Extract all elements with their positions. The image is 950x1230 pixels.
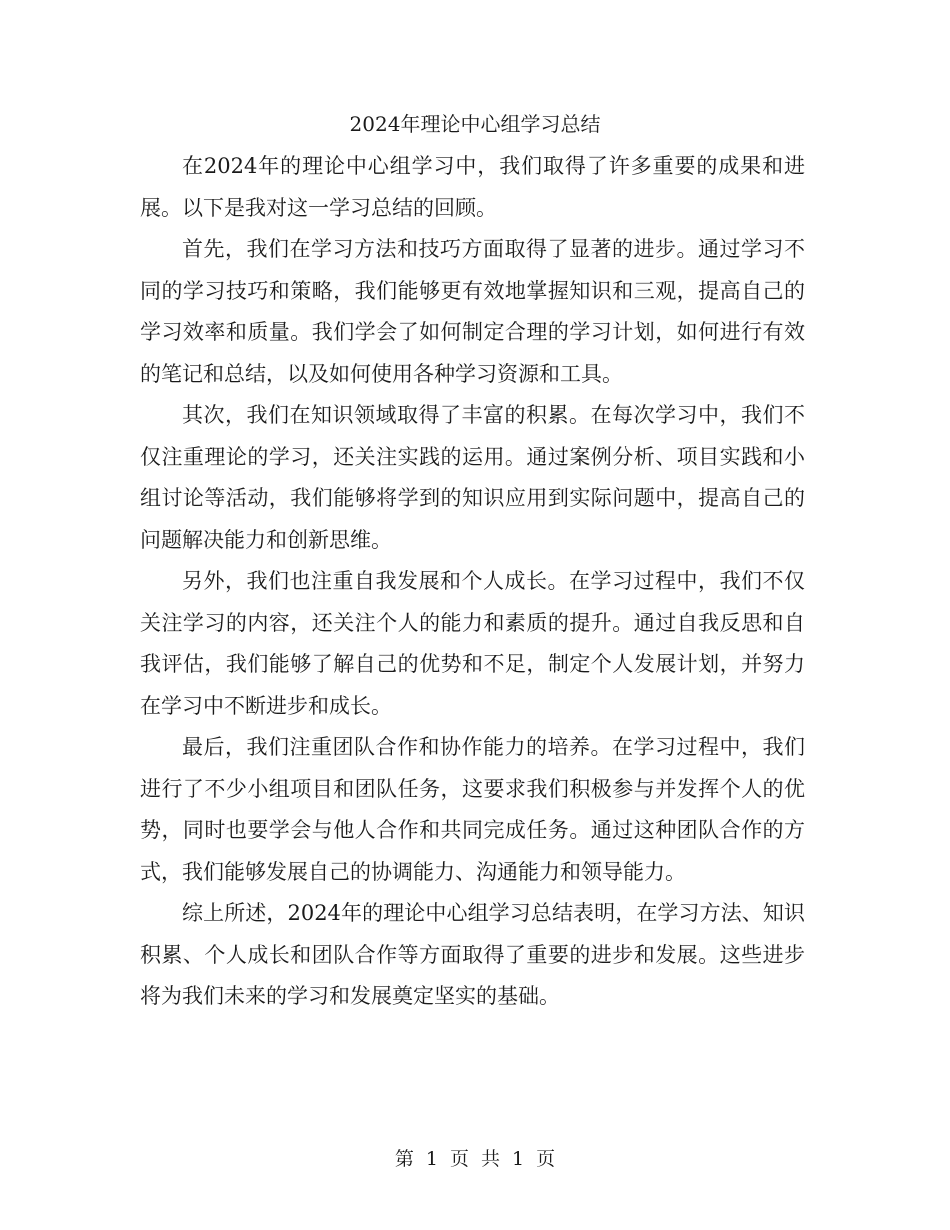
paragraph-knowledge: 其次，我们在知识领域取得了丰富的积累。在每次学习中，我们不仅注重理论的学习，还关注实践的运用。通过案例分析、项目实践和小组讨论等活动，我们能够将学到的知识应用到实际问题中，提高自己的问题解决能力和创新思维。 xyxy=(140,403,805,552)
paragraph-learning-methods: 首先，我们在学习方法和技巧方面取得了显著的进步。通过学习不同的学习技巧和策略，我们能够更有效地掌握知识和三观，提高自己的学习效率和质量。我们学会了如何制定合理的学习计划，如何进行有效的笔记和总结，以及如何使用各种学习资源和工具。 xyxy=(140,237,805,386)
paragraph-personal-growth: 另外，我们也注重自我发展和个人成长。在学习过程中，我们不仅关注学习的内容，还关注个人的能力和素质的提升。通过自我反思和自我评估，我们能够了解自己的优势和不足，制定个人发展计划，并努力在学习中不断进步和成长。 xyxy=(140,569,805,718)
paragraph-intro: 在2024年的理论中心组学习中，我们取得了许多重要的成果和进展。以下是我对这一学习总结的回顾。 xyxy=(140,154,805,220)
document-body xyxy=(140,146,805,1018)
document-title: 2024年理论中心组学习总结 xyxy=(349,112,601,136)
page-number-footer: 第 1 页 共 1 页 xyxy=(394,1148,556,1170)
paragraph-conclusion: 综上所述，2024年的理论中心组学习总结表明，在学习方法、知识积累、个人成长和团队合作等方面取得了重要的进步和发展。这些进步将为我们未来的学习和发展奠定坚实的基础。 xyxy=(140,901,805,1008)
paragraph-teamwork: 最后，我们注重团队合作和协作能力的培养。在学习过程中，我们进行了不少小组项目和团队任务，这要求我们积极参与并发挥个人的优势，同时也要学会与他人合作和共同完成任务。通过这种团队合作的方式，我们能够发展自己的协调能力、沟通能力和领导能力。 xyxy=(140,735,805,884)
